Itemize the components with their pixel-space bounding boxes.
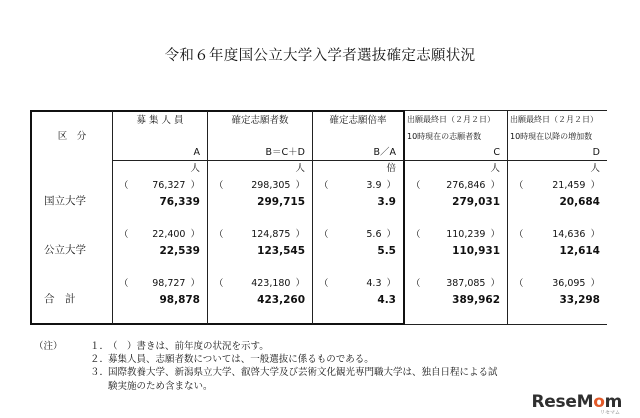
- prev-value: （ 276,846 ）: [411, 179, 500, 191]
- prev-value: （ 110,239 ）: [411, 228, 500, 240]
- cur-value: 76,339: [112, 194, 207, 210]
- prev-value: （ 98,727 ）: [112, 275, 207, 292]
- cur-value: 22,539: [112, 243, 207, 259]
- page-title: 令和６年度国公立大学入学者選抜確定志願状況: [164, 48, 476, 64]
- cur-value: 389,962: [452, 293, 500, 306]
- footnote: 験実施のため含まない。: [108, 380, 213, 392]
- prev-value: （ 298,305 ）: [207, 177, 312, 194]
- cur-value: 3.9: [312, 194, 405, 210]
- formula-ratio: B／A: [312, 145, 405, 161]
- applicants-table: [30, 110, 607, 325]
- prev-value: （ 124,875 ）: [207, 226, 312, 243]
- cur-value: 123,545: [207, 243, 312, 259]
- prev-value: （ 3.9 ）: [312, 177, 405, 194]
- footnote: ３． 国際教養大学、新潟県立大学、叡啓大学及び芸術文化観光専門職大学は、独自日程による試: [90, 367, 498, 379]
- header-col-b: 確定志願者数: [207, 110, 312, 129]
- formula-d: D: [507, 145, 607, 161]
- unit-b: 人: [207, 161, 312, 177]
- footnotes: [34, 340, 498, 393]
- prev-value: （ 387,085 ）: [411, 277, 500, 289]
- unit-ratio: 倍: [312, 161, 405, 177]
- prev-value: （ 5.6 ）: [312, 226, 405, 243]
- header-col-d-2: 10時現在以降の増加数: [507, 129, 607, 145]
- header-col-c-1: 出願最終日（２月２日）: [405, 110, 507, 129]
- prev-value: （ 423,180 ）: [207, 275, 312, 292]
- unit-c: 人: [490, 163, 500, 175]
- header-col-d-1: 出願最終日（２月２日）: [507, 110, 607, 129]
- header-category: 区 分: [30, 110, 112, 161]
- cur-value: 33,298: [507, 292, 607, 308]
- header-col-c-2: 10時現在の志願者数: [407, 132, 482, 141]
- cur-value: 98,878: [112, 292, 207, 308]
- formula-c: C: [405, 145, 507, 161]
- cur-value: 299,715: [207, 194, 312, 210]
- prev-value: （ 21,459 ）: [507, 177, 607, 194]
- prev-value: （ 76,327 ）: [112, 177, 207, 194]
- row-label-total: 合 計: [30, 275, 112, 325]
- watermark-sub-text: リセマム: [600, 410, 620, 416]
- row-label-national: 国立大学: [30, 177, 112, 226]
- formula-b: B＝C＋D: [207, 145, 312, 161]
- cur-value: 423,260: [207, 292, 312, 308]
- cur-value: 4.3: [312, 292, 405, 308]
- prev-value: （ 22,400 ）: [112, 226, 207, 243]
- unit-a: 人: [112, 161, 207, 177]
- row-label-public: 公立大学: [30, 226, 112, 275]
- header-col-a: 募 集 人 員: [112, 110, 207, 129]
- prev-value: （ 4.3 ）: [312, 275, 405, 292]
- resemom-watermark-logo: ReseMom: [531, 392, 622, 412]
- prev-value: （ 14,636 ）: [507, 226, 607, 243]
- unit-d: 人: [507, 161, 607, 177]
- footnote: ２． 募集人員、志願者数については、一般選抜に係るものである。: [90, 354, 374, 366]
- cur-value: 12,614: [507, 243, 607, 259]
- header-col-ratio: 確定志願倍率: [312, 110, 405, 129]
- footnote: （注） １． （ ）書きは、前年度の状況を示す。: [34, 341, 269, 352]
- cur-value: 20,684: [507, 194, 607, 210]
- cur-value: 110,931: [452, 244, 500, 257]
- cur-value: 5.5: [312, 243, 405, 259]
- prev-value: （ 36,095 ）: [507, 275, 607, 292]
- formula-a: A: [112, 145, 207, 161]
- cur-value: 279,031: [452, 195, 500, 208]
